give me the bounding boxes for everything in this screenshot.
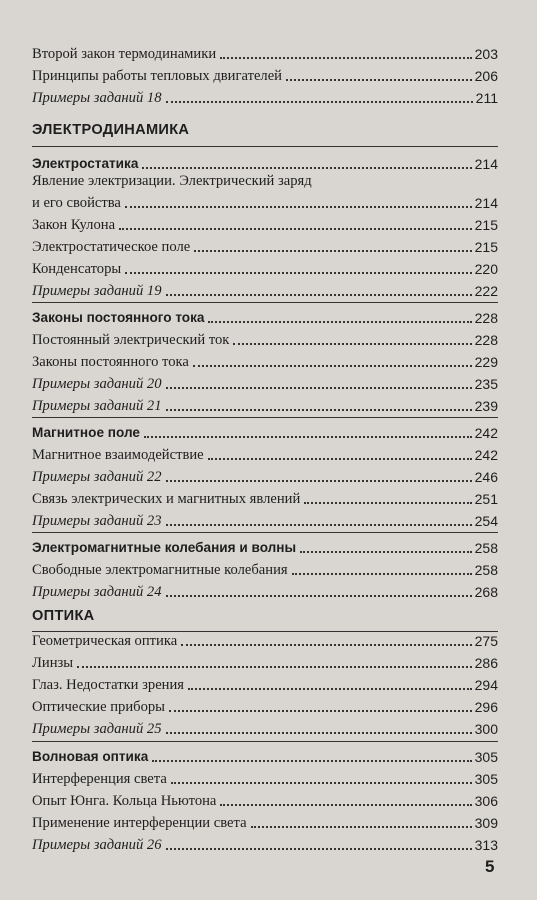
leader-dots [152,760,471,762]
toc-entry-text: Связь электрических и магнитных явлений [32,491,301,507]
toc-entry-text: Интерференция света [32,771,167,787]
toc-entry-text: Оптические приборы [32,699,165,715]
toc-entry-text: Постоянный электрический ток [32,332,230,348]
toc-entry [32,63,498,85]
toc-entry-text: Магнитное взаимодействие [32,447,204,463]
toc-entry-text: Примеры заданий 23 [32,513,162,529]
toc-entry-page: 239 [474,398,498,414]
toc-entry-text: и его свойства [32,195,121,211]
toc-subsection-title: Электромагнитные колебания и волны [32,540,297,555]
toc-entry-page: 258 [474,540,498,556]
toc-entry [32,810,498,832]
toc-entry-examples [32,716,498,738]
toc-entry-text: Примеры заданий 21 [32,398,162,414]
toc-entry [32,628,498,650]
toc-entry [32,190,498,212]
toc-entry-page: 228 [474,310,498,326]
toc-entry-page: 296 [474,699,498,715]
section-title-electrodynamics: ЭЛЕКТРОДИНАМИКА [32,122,190,138]
toc-entry-page: 229 [474,354,498,370]
leader-dots [188,688,472,690]
leader-dots [166,294,472,296]
toc-entry-page: 228 [474,332,498,348]
toc-entry-page: 300 [474,721,498,737]
toc-entry-page: 214 [474,195,498,211]
toc-entry-text: Применение интерференции света [32,815,247,831]
toc-entry-text: Линзы [32,655,74,671]
toc-subsection-title: Законы постоянного тока [32,310,205,325]
toc-subsection [32,305,498,327]
toc-entry-page: 309 [474,815,498,831]
toc-entry-page: 222 [474,283,498,299]
section-title-optics: ОПТИКА [32,608,95,624]
toc-entry-page: 235 [474,376,498,392]
toc-entry-page: 215 [474,239,498,255]
leader-dots [208,321,471,323]
toc-entry-page: 242 [474,447,498,463]
leader-dots [166,480,472,482]
toc-entry-page: 246 [474,469,498,485]
toc-entry-page: 286 [474,655,498,671]
toc-subsection-title: Электростатика [32,156,139,171]
toc-entry [32,694,498,716]
leader-dots [251,826,472,828]
leader-dots [171,782,472,784]
leader-dots [144,436,472,438]
leader-dots [166,732,472,734]
leader-dots [166,409,472,411]
toc-entry-examples [32,393,498,415]
toc-subsection [32,535,498,557]
toc-entry-page: 305 [474,771,498,787]
toc-entry-text: Принципы работы тепловых двигателей [32,68,282,84]
leader-dots [220,57,472,59]
toc-entry-text: Примеры заданий 26 [32,837,162,853]
toc-entry-page: 206 [474,68,498,84]
toc-subsection-title: Магнитное поле [32,425,140,440]
toc-entry-page: 211 [475,90,498,106]
leader-dots [166,101,473,103]
leader-dots [194,250,471,252]
toc-entry-text: Свободные электромагнитные колебания [32,562,288,578]
toc-entry-text: Примеры заданий 20 [32,376,162,392]
toc-entry-text: Примеры заданий 19 [32,283,162,299]
section-rule [32,146,498,147]
toc-entry-text: Примеры заданий 18 [32,90,162,106]
toc-entry-examples [32,464,498,486]
toc-entry [32,41,498,63]
toc-entry-text: Опыт Юнга. Кольца Ньютона [32,793,217,809]
leader-dots [125,206,472,208]
toc-entry [32,234,498,256]
leader-dots [208,458,472,460]
toc-entry-examples [32,832,498,854]
leader-dots [166,524,472,526]
toc-entry-examples [32,85,498,107]
toc-entry-page: 251 [474,491,498,507]
toc-entry-examples [32,508,498,530]
toc-entry [32,327,498,349]
toc-subsection-title: Волновая оптика [32,749,149,764]
section-rule [32,532,498,533]
leader-dots [77,666,472,668]
toc-entry-text: Электростатическое поле [32,239,191,255]
leader-dots [125,272,471,274]
toc-subsection [32,744,498,766]
toc-entry [32,486,498,508]
toc-entry-text: Примеры заданий 24 [32,584,162,600]
section-rule [32,417,498,418]
leader-dots [166,387,472,389]
toc-entry-text: Примеры заданий 22 [32,469,162,485]
toc-entry [32,349,498,371]
toc-entry-page: 313 [474,837,498,853]
toc-entry-page: 203 [474,46,498,62]
toc-entry-text: Геометрическая оптика [32,633,178,649]
toc-entry [32,256,498,278]
toc-entry-page: 275 [474,633,498,649]
toc-entry-text: Глаз. Недостатки зрения [32,677,185,693]
leader-dots [142,167,471,169]
section-rule [32,741,498,742]
leader-dots [220,804,471,806]
toc-entry [32,442,498,464]
toc-entry-examples [32,278,498,300]
toc-entry-page: 220 [474,261,498,277]
toc-entry-text: Конденсаторы [32,261,122,277]
section-rule [32,302,498,303]
toc-subsection [32,151,498,173]
toc-entry [32,672,498,694]
toc-entry [32,557,498,579]
toc-subsection [32,420,498,442]
toc-entry-page: 294 [474,677,498,693]
toc-entry [32,788,498,810]
leader-dots [292,573,472,575]
toc-entry-text: Явление электризации. Электрический заряд [32,173,312,189]
toc-entry-page: 268 [474,584,498,600]
leader-dots [166,595,472,597]
toc-entry-text: Законы постоянного тока [32,354,189,370]
toc-entry-page: 214 [474,156,498,172]
leader-dots [181,644,471,646]
toc-entry-text: Закон Кулона [32,217,116,233]
toc-entry [32,212,498,234]
leader-dots [119,228,472,230]
toc-entry-examples [32,371,498,393]
toc-entry-page: 305 [474,749,498,765]
toc-entry [32,766,498,788]
toc-entry-page: 215 [474,217,498,233]
toc-entry-page: 242 [474,425,498,441]
toc-entry-page: 306 [474,793,498,809]
toc-entry-page: 254 [474,513,498,529]
leader-dots [193,365,472,367]
toc-entry-text: Примеры заданий 25 [32,721,162,737]
leader-dots [166,848,472,850]
leader-dots [286,79,472,81]
toc-entry [32,650,498,672]
leader-dots [233,343,471,345]
toc-entry-examples [32,579,498,601]
leader-dots [304,502,471,504]
leader-dots [169,710,472,712]
toc-entry-page: 258 [474,562,498,578]
toc-entry-text: Второй закон термодинамики [32,46,217,62]
page-number: 5 [485,857,495,876]
leader-dots [300,551,472,553]
